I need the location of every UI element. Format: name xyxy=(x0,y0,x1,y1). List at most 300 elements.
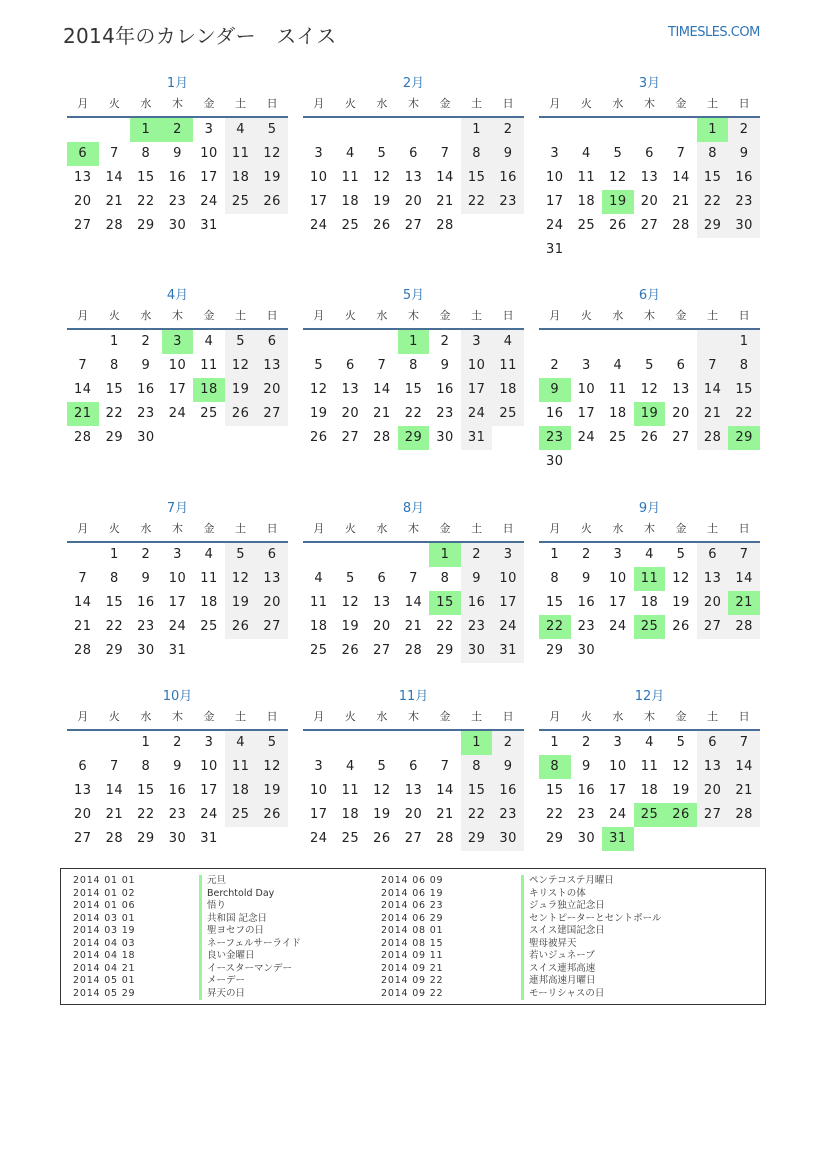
empty-cell xyxy=(634,450,666,474)
day-cell: 18 xyxy=(341,807,360,822)
weekday-header: 金 xyxy=(429,95,461,118)
day-cell: 19 xyxy=(672,783,690,798)
weekday-header: 月 xyxy=(67,95,99,118)
empty-cell xyxy=(256,827,288,851)
day-cell: 19 xyxy=(225,591,257,615)
day-cell: 12 xyxy=(256,755,288,779)
day-cell: 15 xyxy=(546,783,564,798)
holiday-name: ジュラ独立記念日 xyxy=(521,900,605,913)
day-cell: 15 xyxy=(461,166,493,190)
day-cell: 23 xyxy=(577,619,596,634)
day-cell: 11 xyxy=(634,567,666,591)
day-cell: 4 xyxy=(204,334,214,349)
day-cell: 3 xyxy=(492,543,524,567)
day-cell: 10 xyxy=(168,358,187,373)
day-cell: 3 xyxy=(314,146,324,161)
day-cell: 2 xyxy=(461,543,493,567)
weekday-header: 火 xyxy=(335,708,367,731)
day-cell: 10 xyxy=(577,382,596,397)
day-cell: 23 xyxy=(461,615,493,639)
day-cell: 21 xyxy=(436,194,454,209)
empty-cell xyxy=(602,639,634,663)
weekday-header: 日 xyxy=(728,307,760,330)
day-cell: 24 xyxy=(609,619,627,634)
weekday-header: 日 xyxy=(256,520,288,543)
site-logo-text: TIMESLES.COM xyxy=(668,25,760,40)
weekday-header: 火 xyxy=(571,307,603,330)
day-cell: 28 xyxy=(105,831,124,846)
day-cell: 16 xyxy=(492,779,524,803)
day-cell: 26 xyxy=(225,615,257,639)
day-cell: 23 xyxy=(168,807,187,822)
day-cell: 28 xyxy=(436,831,454,846)
day-cell: 6 xyxy=(676,358,686,373)
day-cell: 14 xyxy=(74,382,92,397)
weekday-header: 日 xyxy=(492,708,524,731)
day-cell: 7 xyxy=(109,759,119,774)
day-cell: 3 xyxy=(173,547,182,562)
day-cell: 1 xyxy=(398,330,430,354)
holiday-name: 若いジュネーブ xyxy=(521,950,595,963)
day-cell: 9 xyxy=(461,567,493,591)
day-cell: 5 xyxy=(225,543,257,567)
day-cell: 24 xyxy=(200,807,218,822)
month-grid xyxy=(539,307,760,474)
day-cell: 24 xyxy=(168,406,187,421)
day-cell: 29 xyxy=(398,426,430,450)
weekday-header: 土 xyxy=(697,520,729,543)
day-cell: 3 xyxy=(613,547,623,562)
day-cell: 16 xyxy=(461,591,493,615)
day-cell: 11 xyxy=(225,142,257,166)
day-cell: 8 xyxy=(461,755,493,779)
day-cell: 27 xyxy=(256,402,288,426)
day-cell: 21 xyxy=(728,779,760,803)
day-cell: 12 xyxy=(640,382,659,397)
day-cell: 20 xyxy=(74,807,92,822)
day-cell: 29 xyxy=(546,643,564,658)
month-grid xyxy=(67,520,288,663)
empty-cell xyxy=(634,639,666,663)
day-cell: 30 xyxy=(137,643,155,658)
weekday-header: 月 xyxy=(303,708,335,731)
day-cell: 8 xyxy=(539,755,571,779)
day-cell: 7 xyxy=(440,146,450,161)
month-grid xyxy=(303,520,524,663)
empty-cell xyxy=(461,214,493,238)
month-7 xyxy=(67,498,288,663)
month-grid xyxy=(539,708,760,851)
empty-cell xyxy=(225,827,257,851)
day-cell: 17 xyxy=(168,595,187,610)
day-cell: 3 xyxy=(613,735,623,750)
empty-cell xyxy=(225,426,257,450)
day-cell: 4 xyxy=(204,547,214,562)
empty-cell xyxy=(429,118,461,142)
day-cell: 9 xyxy=(492,142,524,166)
day-cell: 21 xyxy=(74,619,92,634)
day-cell: 9 xyxy=(581,759,591,774)
day-cell: 5 xyxy=(314,358,324,373)
day-cell: 24 xyxy=(577,430,596,445)
weekday-header: 水 xyxy=(602,520,634,543)
day-cell: 28 xyxy=(74,430,92,445)
day-cell: 8 xyxy=(141,146,151,161)
holiday-date: 2014 08 01 xyxy=(381,925,444,936)
weekday-header: 土 xyxy=(225,708,257,731)
day-cell: 26 xyxy=(665,803,697,827)
weekday-header: 日 xyxy=(256,307,288,330)
empty-cell xyxy=(602,238,634,262)
day-cell: 7 xyxy=(676,146,686,161)
empty-cell xyxy=(225,214,257,238)
day-cell: 2 xyxy=(492,731,524,755)
day-cell: 4 xyxy=(345,146,355,161)
holiday-date: 2014 06 19 xyxy=(381,887,444,899)
day-cell: 8 xyxy=(550,571,560,586)
day-cell: 31 xyxy=(200,831,218,846)
day-cell: 24 xyxy=(310,831,328,846)
day-cell: 7 xyxy=(78,571,88,586)
day-cell: 9 xyxy=(141,571,151,586)
day-cell: 16 xyxy=(577,595,596,610)
day-cell: 26 xyxy=(672,619,690,634)
day-cell: 1 xyxy=(429,543,461,567)
day-cell: 25 xyxy=(634,615,666,639)
weekday-header: 金 xyxy=(665,95,697,118)
day-cell: 25 xyxy=(341,218,360,233)
empty-cell xyxy=(335,543,367,567)
day-cell: 30 xyxy=(461,639,493,663)
day-cell: 4 xyxy=(492,330,524,354)
weekday-header: 水 xyxy=(602,95,634,118)
day-cell: 22 xyxy=(137,807,155,822)
day-cell: 30 xyxy=(728,214,760,238)
day-cell: 14 xyxy=(436,783,454,798)
empty-cell xyxy=(539,118,571,142)
weekday-header: 木 xyxy=(634,520,666,543)
day-cell: 14 xyxy=(105,170,124,185)
day-cell: 27 xyxy=(404,831,423,846)
day-cell: 17 xyxy=(461,378,493,402)
weekday-header: 木 xyxy=(162,708,194,731)
day-cell: 26 xyxy=(225,402,257,426)
day-cell: 12 xyxy=(225,354,257,378)
month-name: 1月 xyxy=(166,76,189,91)
empty-cell xyxy=(634,330,666,354)
holiday-name: セントピーターとセントポール xyxy=(521,913,661,926)
day-cell: 20 xyxy=(256,378,288,402)
day-cell: 27 xyxy=(373,643,391,658)
weekday-header: 木 xyxy=(398,307,430,330)
day-cell: 17 xyxy=(609,783,627,798)
empty-cell xyxy=(539,330,571,354)
empty-cell xyxy=(697,827,729,851)
day-cell: 26 xyxy=(256,803,288,827)
day-cell: 19 xyxy=(256,779,288,803)
day-cell: 7 xyxy=(109,146,119,161)
weekday-header: 木 xyxy=(398,520,430,543)
day-cell: 14 xyxy=(373,382,391,397)
weekday-header: 木 xyxy=(634,708,666,731)
day-cell: 25 xyxy=(341,831,360,846)
day-cell: 21 xyxy=(105,807,124,822)
day-cell: 26 xyxy=(310,430,328,445)
day-cell: 21 xyxy=(404,619,423,634)
day-cell: 8 xyxy=(409,358,418,373)
day-cell: 24 xyxy=(168,619,187,634)
day-cell: 19 xyxy=(634,402,666,426)
day-cell: 28 xyxy=(728,615,760,639)
day-cell: 28 xyxy=(74,643,92,658)
weekday-header: 月 xyxy=(303,520,335,543)
empty-cell xyxy=(665,450,697,474)
weekday-header: 土 xyxy=(697,95,729,118)
day-cell: 25 xyxy=(225,803,257,827)
day-cell: 8 xyxy=(697,142,729,166)
empty-cell xyxy=(256,214,288,238)
day-cell: 11 xyxy=(200,571,218,586)
weekday-header: 日 xyxy=(728,95,760,118)
day-cell: 8 xyxy=(440,571,450,586)
day-cell: 20 xyxy=(697,779,729,803)
day-cell: 16 xyxy=(137,382,155,397)
day-cell: 21 xyxy=(105,194,124,209)
weekday-header: 木 xyxy=(162,307,194,330)
weekday-header: 土 xyxy=(461,307,493,330)
empty-cell xyxy=(256,639,288,663)
month-grid xyxy=(539,95,760,262)
day-cell: 30 xyxy=(436,430,454,445)
day-cell: 5 xyxy=(256,731,288,755)
holiday-date: 2014 09 22 xyxy=(381,987,444,999)
day-cell: 7 xyxy=(377,358,387,373)
day-cell: 29 xyxy=(436,643,454,658)
month-grid xyxy=(303,307,524,450)
empty-cell xyxy=(634,238,666,262)
day-cell: 19 xyxy=(602,190,634,214)
empty-cell xyxy=(193,639,225,663)
day-cell: 11 xyxy=(640,759,659,774)
day-cell: 19 xyxy=(341,619,360,634)
weekday-header: 土 xyxy=(697,307,729,330)
day-cell: 9 xyxy=(728,142,760,166)
holiday-date: 2014 06 23 xyxy=(381,900,444,911)
day-cell: 26 xyxy=(341,643,360,658)
day-cell: 14 xyxy=(697,378,729,402)
day-cell: 18 xyxy=(200,595,218,610)
day-cell: 17 xyxy=(200,783,218,798)
day-cell: 15 xyxy=(105,595,124,610)
empty-cell xyxy=(571,450,603,474)
day-cell: 26 xyxy=(609,218,627,233)
empty-cell xyxy=(665,827,697,851)
day-cell: 30 xyxy=(577,643,596,658)
day-cell: 16 xyxy=(168,783,187,798)
day-cell: 15 xyxy=(546,595,564,610)
day-cell: 26 xyxy=(640,430,659,445)
day-cell: 5 xyxy=(225,330,257,354)
day-cell: 18 xyxy=(193,378,225,402)
weekday-header: 月 xyxy=(539,520,571,543)
day-cell: 11 xyxy=(577,170,596,185)
day-cell: 28 xyxy=(728,803,760,827)
day-cell: 17 xyxy=(310,807,328,822)
day-cell: 21 xyxy=(672,194,690,209)
holiday-date: 2014 01 02 xyxy=(73,887,136,899)
weekday-header: 金 xyxy=(665,520,697,543)
month-4 xyxy=(67,285,288,450)
day-cell: 1 xyxy=(550,735,560,750)
weekday-header: 土 xyxy=(461,95,493,118)
day-cell: 9 xyxy=(539,378,571,402)
day-cell: 13 xyxy=(640,170,659,185)
day-cell: 4 xyxy=(345,759,355,774)
day-cell: 24 xyxy=(492,615,524,639)
day-cell: 21 xyxy=(67,402,99,426)
day-cell: 4 xyxy=(225,731,257,755)
day-cell: 9 xyxy=(492,755,524,779)
weekday-header: 木 xyxy=(398,95,430,118)
holiday-name: 良い金曜日 xyxy=(199,950,255,963)
day-cell: 7 xyxy=(728,543,760,567)
day-cell: 7 xyxy=(728,731,760,755)
day-cell: 8 xyxy=(141,759,151,774)
day-cell: 20 xyxy=(640,194,659,209)
day-cell: 15 xyxy=(461,779,493,803)
day-cell: 12 xyxy=(672,759,690,774)
holiday-name: イースターマンデー xyxy=(199,963,292,976)
empty-cell xyxy=(602,118,634,142)
day-cell: 1 xyxy=(109,334,119,349)
day-cell: 4 xyxy=(613,358,623,373)
day-cell: 3 xyxy=(581,358,591,373)
weekday-header: 土 xyxy=(225,520,257,543)
day-cell: 1 xyxy=(130,118,162,142)
day-cell: 4 xyxy=(645,735,654,750)
day-cell: 13 xyxy=(256,354,288,378)
day-cell: 3 xyxy=(204,122,214,137)
weekday-header: 金 xyxy=(193,307,225,330)
day-cell: 9 xyxy=(141,358,151,373)
weekday-header: 月 xyxy=(539,708,571,731)
day-cell: 17 xyxy=(200,170,218,185)
day-cell: 15 xyxy=(728,378,760,402)
day-cell: 26 xyxy=(373,218,391,233)
day-cell: 11 xyxy=(310,595,328,610)
weekday-header: 木 xyxy=(634,307,666,330)
empty-cell xyxy=(571,238,603,262)
weekday-header: 木 xyxy=(398,708,430,731)
day-cell: 20 xyxy=(373,619,391,634)
month-grid xyxy=(539,520,760,663)
empty-cell xyxy=(335,118,367,142)
holiday-date: 2014 04 21 xyxy=(73,962,136,974)
weekday-header: 火 xyxy=(99,95,131,118)
month-6 xyxy=(539,285,760,474)
day-cell: 27 xyxy=(256,615,288,639)
day-cell: 16 xyxy=(577,783,596,798)
holiday-date: 2014 08 15 xyxy=(381,937,444,949)
month-name: 7月 xyxy=(166,501,189,516)
weekday-header: 日 xyxy=(492,307,524,330)
day-cell: 24 xyxy=(546,218,564,233)
day-cell: 3 xyxy=(550,146,560,161)
day-cell: 22 xyxy=(105,619,124,634)
day-cell: 28 xyxy=(373,430,391,445)
day-cell: 13 xyxy=(697,567,729,591)
day-cell: 25 xyxy=(492,402,524,426)
weekday-header: 月 xyxy=(303,95,335,118)
day-cell: 15 xyxy=(697,166,729,190)
day-cell: 18 xyxy=(609,406,627,421)
day-cell: 7 xyxy=(440,759,450,774)
weekday-header: 火 xyxy=(571,708,603,731)
day-cell: 9 xyxy=(581,571,591,586)
holiday-name: メーデー xyxy=(199,975,245,988)
holiday-date: 2014 04 18 xyxy=(73,950,136,961)
holiday-date: 2014 05 29 xyxy=(73,987,136,999)
empty-cell xyxy=(366,731,398,755)
day-cell: 31 xyxy=(168,643,187,658)
day-cell: 22 xyxy=(404,406,423,421)
day-cell: 29 xyxy=(461,827,493,851)
day-cell: 13 xyxy=(74,170,92,185)
day-cell: 28 xyxy=(404,643,423,658)
day-cell: 21 xyxy=(728,591,760,615)
day-cell: 6 xyxy=(697,731,729,755)
day-cell: 27 xyxy=(697,803,729,827)
day-cell: 4 xyxy=(225,118,257,142)
weekday-header: 土 xyxy=(461,520,493,543)
empty-cell xyxy=(335,731,367,755)
holiday-name: 聖母被昇天 xyxy=(521,938,577,951)
day-cell: 20 xyxy=(404,807,423,822)
weekday-header: 日 xyxy=(728,520,760,543)
month-10 xyxy=(67,686,288,851)
weekday-header: 金 xyxy=(665,708,697,731)
day-cell: 23 xyxy=(137,619,155,634)
day-cell: 27 xyxy=(640,218,659,233)
day-cell: 31 xyxy=(461,426,493,450)
day-cell: 30 xyxy=(168,218,187,233)
day-cell: 6 xyxy=(697,543,729,567)
empty-cell xyxy=(665,118,697,142)
day-cell: 19 xyxy=(373,194,391,209)
day-cell: 16 xyxy=(492,166,524,190)
day-cell: 6 xyxy=(345,358,355,373)
day-cell: 16 xyxy=(137,595,155,610)
day-cell: 26 xyxy=(373,831,391,846)
weekday-header: 金 xyxy=(429,520,461,543)
day-cell: 11 xyxy=(492,354,524,378)
day-cell: 23 xyxy=(137,406,155,421)
day-cell: 2 xyxy=(141,334,151,349)
day-cell: 5 xyxy=(645,358,654,373)
day-cell: 1 xyxy=(550,547,560,562)
month-9 xyxy=(539,498,760,663)
day-cell: 13 xyxy=(74,783,92,798)
day-cell: 28 xyxy=(436,218,454,233)
empty-cell xyxy=(429,731,461,755)
day-cell: 12 xyxy=(672,571,690,586)
day-cell: 22 xyxy=(697,190,729,214)
holiday-name: スイス連邦高速 xyxy=(521,963,595,976)
holiday-name: モーリシャスの日 xyxy=(521,988,604,1001)
day-cell: 27 xyxy=(404,218,423,233)
day-cell: 14 xyxy=(672,170,690,185)
weekday-header: 月 xyxy=(67,307,99,330)
